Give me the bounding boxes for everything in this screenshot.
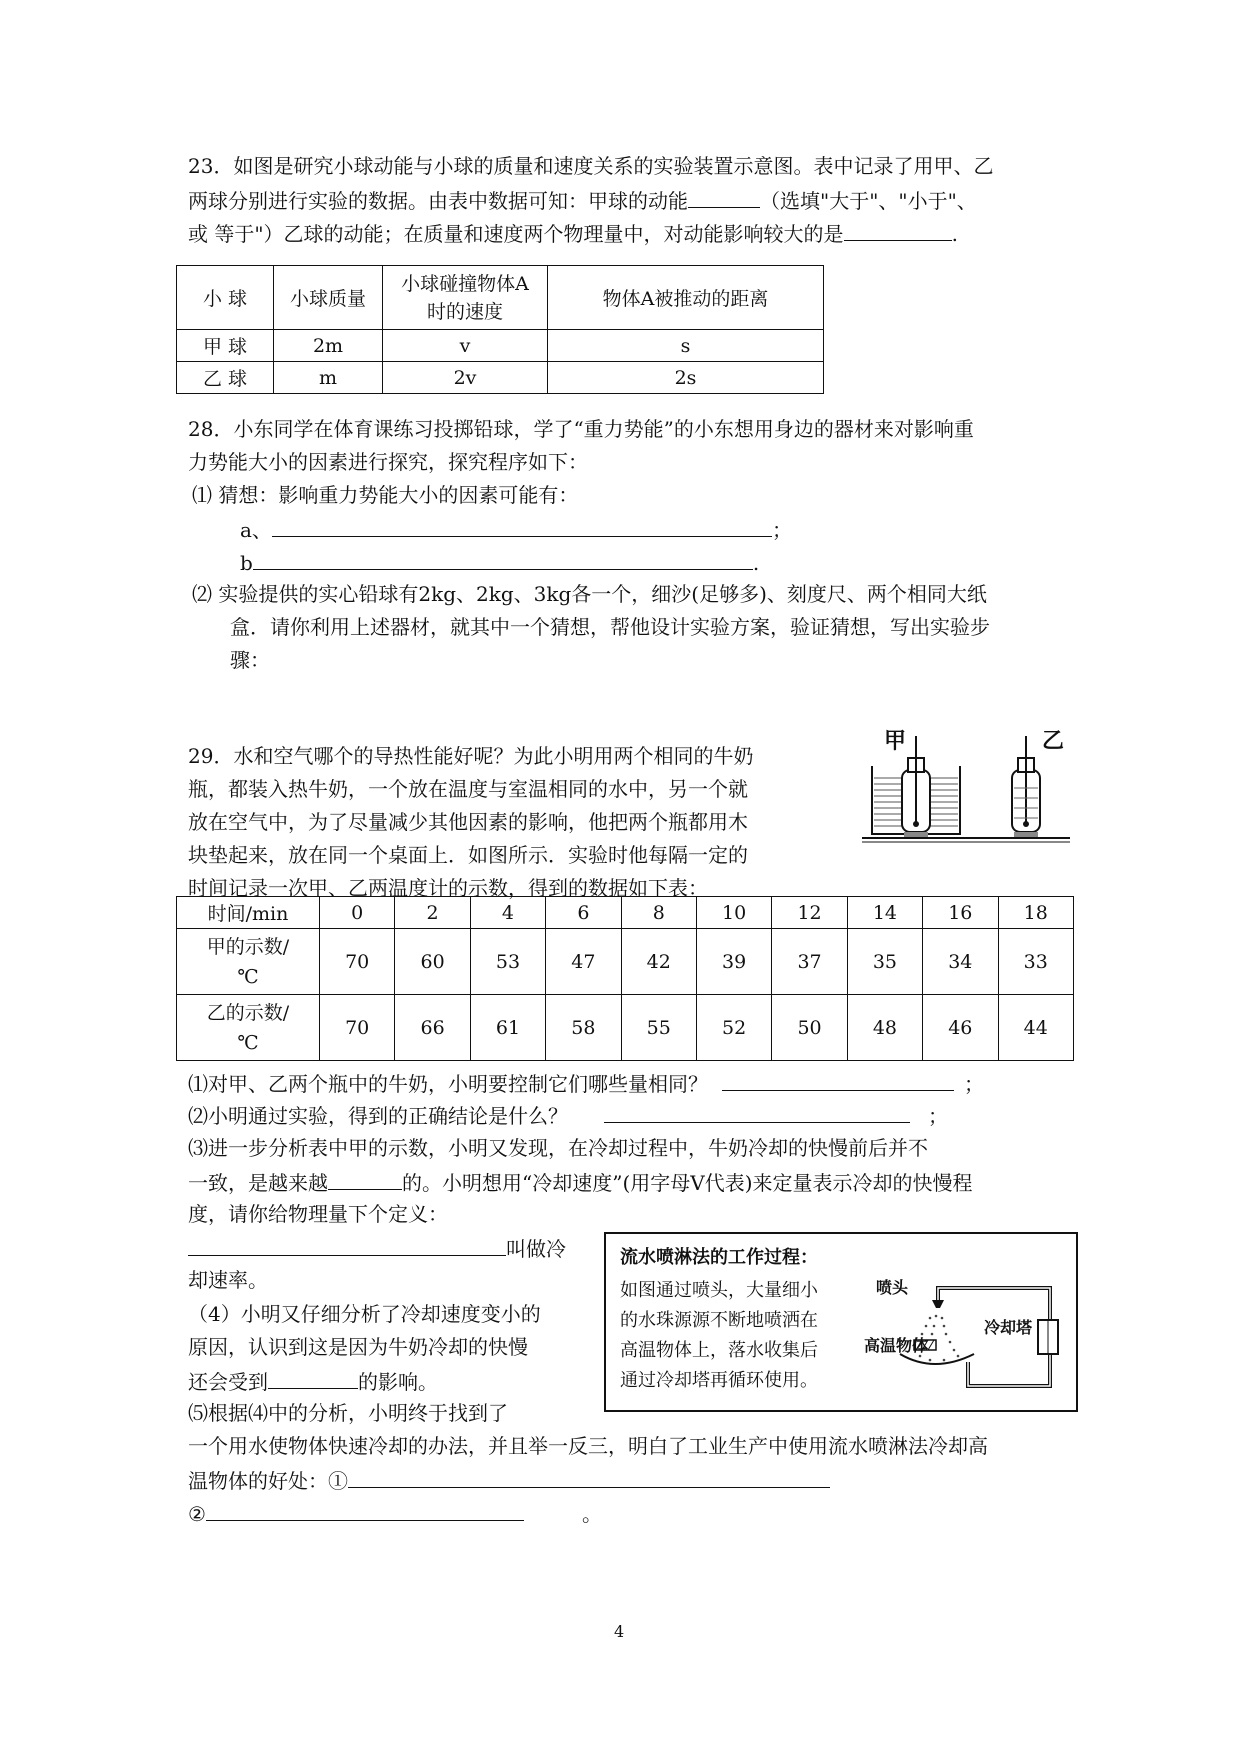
- answer-blank[interactable]: [272, 514, 772, 537]
- table-row: [177, 362, 824, 394]
- table-cell: 14: [847, 897, 922, 929]
- label-yi: 乙: [1042, 729, 1065, 754]
- q29-line4: 块垫起来，放在同一个桌面上．如图所示．实验时他每隔一定的: [188, 843, 748, 867]
- q29-s3-line2: [188, 1167, 973, 1197]
- label-jia: 甲: [884, 729, 907, 754]
- table-cell: 50: [772, 995, 847, 1061]
- table-header: 时间/min: [177, 897, 320, 929]
- q23-line3: [188, 218, 958, 248]
- table-cell: 2v: [383, 362, 548, 394]
- q29-line2: 瓶，都装入热牛奶，一个放在温度与室温相同的水中，另一个就: [188, 777, 748, 801]
- punct: ；: [771, 518, 792, 542]
- table-cell: 乙 球: [177, 362, 274, 394]
- s4-text: 的影响。: [358, 1370, 438, 1394]
- label-hot-object: 高温物体: [864, 1336, 929, 1355]
- table-cell: 0: [320, 897, 395, 929]
- q29-s3-line4: [188, 1233, 566, 1263]
- table-cell: m: [274, 362, 383, 394]
- q29-s4-line1: （4）小明又仔细分析了冷却速度变小的: [188, 1302, 541, 1326]
- table-cell: 58: [546, 995, 621, 1061]
- answer-blank[interactable]: [268, 1366, 358, 1389]
- table-cell: 39: [696, 929, 771, 995]
- page-number: 4: [614, 1622, 625, 1641]
- punct: 。: [581, 1502, 602, 1526]
- q28-guess: ⑴ 猜想：影响重力势能大小的因素可能有：: [192, 483, 579, 507]
- table-cell: 33: [998, 929, 1073, 995]
- q29-s3-line5: 却速率。: [188, 1268, 268, 1292]
- table-cell: 16: [923, 897, 998, 929]
- s3-text: 一致，是越来越: [188, 1171, 328, 1195]
- q29-s5-line1: ⑸根据⑷中的分析，小明终于找到了: [188, 1401, 508, 1425]
- label-cooling-tower: 冷却塔: [984, 1318, 1033, 1337]
- punct: .: [752, 551, 760, 575]
- q23-table: [176, 265, 824, 394]
- q29-s3-line1: ⑶进一步分析表中甲的示数，小明又发现，在冷却过程中，牛奶冷却的快慢前后并不: [188, 1136, 928, 1160]
- s5-text: ②: [188, 1502, 206, 1526]
- table-cell: 6: [546, 897, 621, 929]
- q28-guess-a: [240, 514, 792, 544]
- q28-p2-line1: ⑵ 实验提供的实心铅球有2kg、2kg、3kg各一个，细沙(足够多)、刻度尺、两个相同大纸: [192, 582, 987, 606]
- label-a: a、: [240, 518, 272, 542]
- table-cell: v: [383, 330, 548, 362]
- table-cell: 47: [546, 929, 621, 995]
- q29-line3: 放在空气中，为了尽量减少其他因素的影响，他把两个瓶都用木: [188, 810, 748, 834]
- box-text-4: 通过冷却塔再循环使用。: [620, 1370, 818, 1391]
- answer-blank[interactable]: [688, 185, 760, 208]
- table-cell: 60: [395, 929, 470, 995]
- table-row: [177, 330, 824, 362]
- answer-blank[interactable]: [328, 1167, 402, 1190]
- q28-line2: 力势能大小的因素进行探究，探究程序如下：: [188, 450, 588, 474]
- table-cell: 2s: [548, 362, 824, 394]
- q23-text: 或 等于"）乙球的动能；在质量和速度两个物理量中，对动能影响较大的是: [188, 222, 844, 246]
- q29-s1: [188, 1068, 984, 1098]
- label-b: b: [240, 551, 253, 575]
- table-row: [177, 897, 1074, 929]
- q23-text: 两球分别进行实验的数据。由表中数据可知：甲球的动能: [188, 189, 688, 213]
- answer-blank[interactable]: [348, 1465, 830, 1488]
- q23-text: .: [951, 222, 958, 246]
- box-text-3: 高温物体上，落水收集后: [620, 1340, 818, 1361]
- label-nozzle: 喷头: [876, 1278, 909, 1297]
- table-cell: 2m: [274, 330, 383, 362]
- table-cell: 35: [847, 929, 922, 995]
- table-cell: 44: [998, 995, 1073, 1061]
- table-cell: 10: [696, 897, 771, 929]
- table-header: [383, 266, 548, 330]
- table-cell: 42: [621, 929, 696, 995]
- q29-s5-line3: [188, 1465, 830, 1495]
- answer-blank[interactable]: [206, 1498, 524, 1521]
- table-cell: 53: [470, 929, 545, 995]
- table-header: 物体A被推动的距离: [548, 266, 824, 330]
- table-cell: 12: [772, 897, 847, 929]
- q23-line2: [188, 185, 977, 215]
- table-cell: 48: [847, 995, 922, 1061]
- header-text: 时的速度: [426, 300, 503, 323]
- table-cell: 8: [621, 897, 696, 929]
- table-cell: 34: [923, 929, 998, 995]
- table-header: 小 球: [177, 266, 274, 330]
- table-cell: 46: [923, 995, 998, 1061]
- q29-s4-line3: [188, 1366, 438, 1396]
- answer-blank[interactable]: [604, 1100, 910, 1123]
- table-row: [177, 995, 1074, 1061]
- table-row: [177, 929, 1074, 995]
- q29-s2: [188, 1100, 948, 1130]
- answer-blank[interactable]: [188, 1233, 506, 1256]
- s5-text: 温物体的好处：①: [188, 1469, 348, 1493]
- s3-text: 的。小明想用“冷却速度”(用字母V代表)来定量表示冷却的快慢程: [402, 1171, 973, 1195]
- answer-blank[interactable]: [253, 547, 753, 570]
- table-cell: 55: [621, 995, 696, 1061]
- table-cell: 4: [470, 897, 545, 929]
- table-header: [177, 929, 320, 995]
- table-cell: 2: [395, 897, 470, 929]
- q28-p2-line2: 盒．请你利用上述器材，就其中一个猜想，帮他设计实验方案，验证猜想，写出实验步: [230, 615, 990, 639]
- box-title: 流水喷淋法的工作过程：: [620, 1247, 818, 1268]
- q29-s5-line2: 一个用水使物体快速冷却的办法，并且举一反三，明白了工业生产中使用流水喷淋法冷却高: [188, 1434, 988, 1458]
- punct: ；: [964, 1072, 984, 1096]
- table-cell: 37: [772, 929, 847, 995]
- header-text: 小球碰撞物体A: [401, 272, 529, 295]
- table-cell: 甲 球: [177, 330, 274, 362]
- table-header: [177, 995, 320, 1061]
- s1-text: ⑴对甲、乙两个瓶中的牛奶，小明要控制它们哪些量相同？: [188, 1072, 708, 1096]
- q29-s3-line3: 度，请你给物理量下个定义：: [188, 1202, 448, 1226]
- s3-text: 叫做冷: [506, 1237, 566, 1261]
- q28-line1: 28．小东同学在体育课练习投掷铅球，学了“重力势能”的小东想用身边的器材来对影响重: [188, 417, 974, 441]
- table-cell: s: [548, 330, 824, 362]
- punct: ；: [928, 1104, 948, 1128]
- s4-text: 还会受到: [188, 1370, 268, 1394]
- unit-label: ℃: [237, 1031, 259, 1054]
- q23-line1: 23．如图是研究小球动能与小球的质量和速度关系的实验装置示意图。表中记录了用甲、乙: [188, 154, 994, 178]
- q28-guess-b: [240, 547, 759, 577]
- table-cell: 70: [320, 995, 395, 1061]
- s2-text: ⑵小明通过实验，得到的正确结论是什么？: [188, 1104, 568, 1128]
- box-text-2: 的水珠源源不断地喷洒在: [620, 1310, 818, 1331]
- table-cell: 66: [395, 995, 470, 1061]
- q29-line1: 29．水和空气哪个的导热性能好呢？为此小明用两个相同的牛奶: [188, 744, 754, 768]
- q29-s4-line2: 原因，认识到这是因为牛奶冷却的快慢: [188, 1335, 528, 1359]
- q29-s5-line4: [188, 1498, 602, 1528]
- table-cell: 18: [998, 897, 1073, 929]
- box-text-1: 如图通过喷头，大量细小: [620, 1280, 818, 1301]
- table-header: 小球质量: [274, 266, 383, 330]
- q29-table: [176, 896, 1074, 1061]
- row-label: 甲的示数/: [206, 935, 290, 958]
- table-cell: 70: [320, 929, 395, 995]
- answer-blank[interactable]: [722, 1068, 954, 1091]
- table-cell: 61: [470, 995, 545, 1061]
- row-label: 乙的示数/: [206, 1001, 290, 1024]
- q28-p2-line3: 骤：: [230, 648, 270, 672]
- q29-line5: 时间记录一次甲、乙两温度计的示数，得到的数据如下表：: [188, 876, 708, 900]
- unit-label: ℃: [237, 965, 259, 988]
- q23-text: （选填"大于"、"小于"、: [760, 189, 977, 213]
- answer-blank[interactable]: [844, 218, 952, 241]
- table-cell: 52: [696, 995, 771, 1061]
